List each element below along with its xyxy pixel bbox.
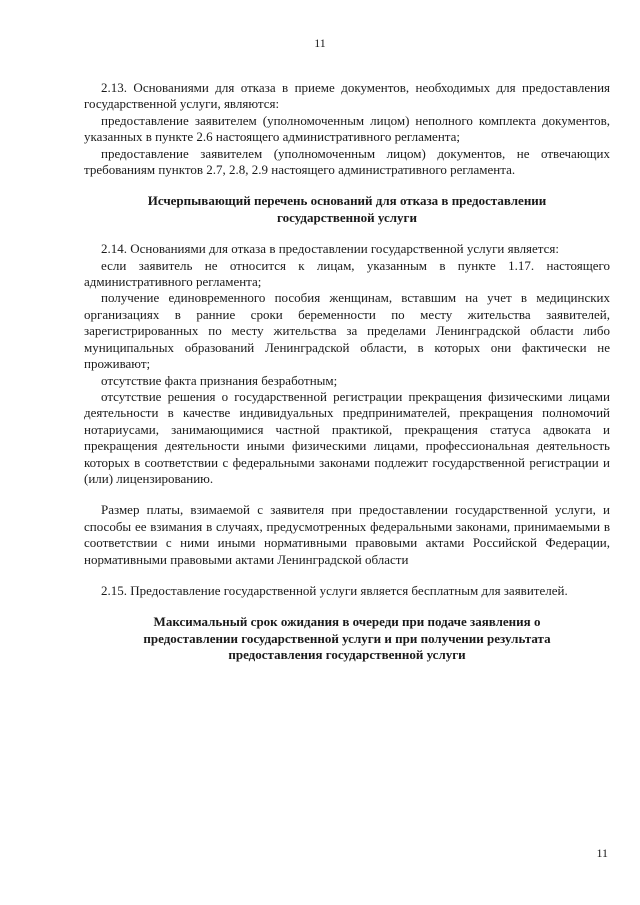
document-body (84, 80, 610, 664)
section-2-15: 2.15. Предоставление государственной услуги является бесплатным для заявителей. (101, 582, 568, 598)
page-number-top: 11 (314, 36, 326, 50)
section-2-14-item-1: если заявитель не относится к лицам, указанным в пункте 1.17. настоящего административного регламента; (84, 257, 610, 290)
heading-refusal-grounds (84, 193, 610, 226)
heading-queue-line-1: Максимальный срок ожидания в очереди при подаче заявления о (153, 614, 541, 630)
section-2-14-item-3: отсутствие факта признания безработным; (101, 372, 338, 388)
section-2-14-intro: 2.14. Основаниями для отказа в предоставлении государственной услуги является: (101, 241, 560, 257)
section-2-14-item-4: отсутствие решения о государственной регистрации прекращения физическими лицами деятельности в качестве индивидуальных предпринимателей, прекращения полномочий нотариусами, занимающимися частной практикой, прекращения статуса адвоката и прекращения деятельности иными физическими лицами, профессиональная деятельность которых в соответствии с федеральными законами подлежит государственной регистрации и (или) лицензированию. (84, 388, 610, 486)
heading-queue-time (84, 614, 610, 663)
section-2-14-item-2: получение единовременного пособия женщинам, вставшим на учет в медицинских организациях в ранние сроки беременности по месту жительства заявителей, зарегистрированных по месту жительства за пределами Ленинградской области либо муниципальных образований Ленинградской области, в которых они фактически не проживают; (84, 290, 610, 372)
section-2-13-item-2: предоставление заявителем (уполномоченным лицом) документов, не отвечающих требованиям пунктов 2.7, 2.8, 2.9 настоящего административного регламента. (84, 145, 610, 178)
page-number-bottom: 11 (596, 846, 608, 860)
section-2-13-item-1: предоставление заявителем (уполномоченным лицом) неполного комплекта документов, указанных в пункте 2.6 настоящего административного регламента; (84, 112, 610, 145)
fee-paragraph: Размер платы, взимаемой с заявителя при предоставлении государственной услуги, и способы ее взимания в случаях, предусмотренных федеральными законами, принимаемыми в соответствии с ними иными нормативными правовыми актами Российской Федерации, нормативными правовыми актами Ленинградской области (84, 502, 610, 567)
section-2-13-intro: 2.13. Основаниями для отказа в приеме документов, необходимых для предоставления государственной услуги, являются: (84, 80, 610, 112)
heading-queue-line-3: предоставления государственной услуги (228, 647, 466, 663)
heading-queue-line-2: предоставлении государственной услуги и при получении результата (143, 630, 551, 646)
heading-refusal-line-1: Исчерпывающий перечень оснований для отказа в предоставлении (147, 193, 547, 209)
heading-refusal-line-2: государственной услуги (277, 209, 417, 225)
